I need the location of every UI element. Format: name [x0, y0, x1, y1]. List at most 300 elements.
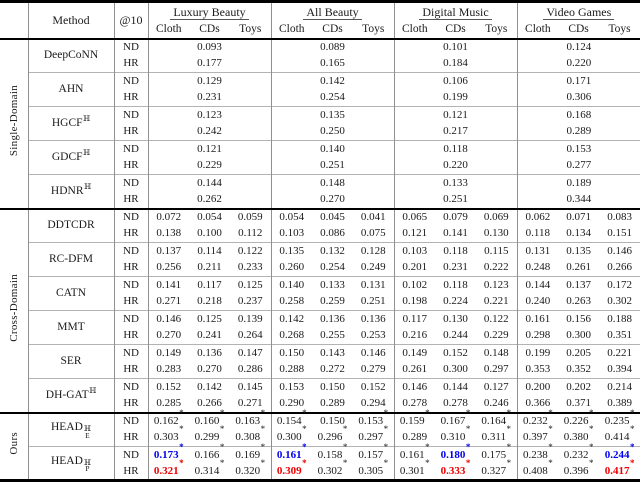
- value-cell: 0.226*: [563, 407, 594, 427]
- metric-value: 0.408: [522, 464, 548, 477]
- value-cell: [353, 226, 394, 243]
- metric-value: 0.256: [156, 261, 182, 274]
- value-cell: [189, 311, 230, 328]
- value-cell: [435, 209, 476, 226]
- metric-value: 0.072: [156, 211, 182, 223]
- value-cell: [148, 39, 271, 56]
- value-cell: [230, 277, 271, 294]
- method-superscript: ℍ: [83, 114, 91, 124]
- subcol-header: Toys: [239, 23, 262, 35]
- metric-value: 0.270: [320, 193, 345, 205]
- value-cell: [148, 56, 271, 73]
- metric-label: ND: [114, 413, 148, 430]
- value-cell: [271, 379, 312, 396]
- metric-value: 0.152: [156, 380, 182, 393]
- metric-value: 0.160: [194, 415, 220, 427]
- value-cell: [476, 260, 517, 277]
- method-name-text: DeepCoNN: [43, 49, 99, 62]
- value-cell: [476, 226, 517, 243]
- metric-label: ND: [114, 447, 148, 464]
- metric-value: 0.144: [197, 176, 222, 189]
- metric-label: ND: [114, 175, 148, 192]
- method-name-text: DH-GAT: [45, 388, 89, 401]
- metric-value: 0.220: [566, 57, 592, 70]
- metric-value: 0.133: [320, 278, 345, 291]
- metric-value: 0.158: [317, 448, 343, 461]
- metric-value: 0.244: [604, 448, 630, 461]
- metric-value: 0.083: [607, 211, 632, 223]
- value-cell: [271, 277, 312, 294]
- metric-value: 0.302: [317, 464, 343, 477]
- metric-value: 0.327: [481, 464, 507, 477]
- value-cell: [271, 141, 394, 158]
- value-cell: [435, 311, 476, 328]
- metric-value: 0.380: [563, 431, 589, 444]
- metric-value: 0.142: [320, 74, 345, 87]
- metric-label: HR: [114, 260, 148, 277]
- section-label-text: Single-Domain: [7, 85, 20, 157]
- metric-value: 0.353: [525, 363, 551, 376]
- metric-value: 0.144: [525, 278, 551, 291]
- metric-value: 0.308: [235, 431, 261, 444]
- value-cell: [148, 209, 189, 226]
- metric-value: 0.320: [235, 464, 261, 477]
- value-cell: [558, 277, 599, 294]
- metric-value: 0.297: [358, 431, 384, 444]
- value-cell: [148, 226, 189, 243]
- value-cell: [312, 362, 353, 379]
- metric-value: 0.314: [194, 464, 220, 477]
- value-cell: [435, 328, 476, 345]
- method-name-text: MMT: [57, 321, 85, 333]
- metric-value: 0.214: [607, 380, 632, 393]
- method-column-header: Method: [28, 2, 114, 39]
- metric-value: 0.041: [360, 211, 386, 223]
- metric-value: 0.261: [566, 261, 591, 274]
- metric-value: 0.352: [566, 363, 591, 376]
- value-cell: [435, 277, 476, 294]
- method-sup-sub: [83, 457, 92, 473]
- metric-value: 0.153: [279, 380, 305, 393]
- metric-value: 0.226: [563, 415, 589, 427]
- metric-label: HR: [114, 158, 148, 175]
- table-header: [0, 2, 640, 39]
- metric-value: 0.254: [320, 91, 345, 104]
- value-cell: [476, 209, 517, 226]
- table-row: [0, 345, 640, 362]
- value-cell: 0.160*: [194, 407, 225, 427]
- metric-value: 0.103: [279, 227, 305, 240]
- metric-value: 0.157: [358, 448, 384, 461]
- metric-value: 0.300: [443, 363, 468, 376]
- metric-value: 0.152: [360, 380, 386, 393]
- metric-value: 0.136: [320, 312, 345, 325]
- metric-value: 0.261: [402, 363, 428, 376]
- metric-value: 0.251: [360, 295, 386, 308]
- method-name: [28, 141, 114, 175]
- value-cell: [312, 345, 353, 362]
- metric-value: 0.306: [566, 91, 592, 104]
- method-name-text: HGCF: [51, 117, 83, 129]
- value-cell: 0.238*: [517, 447, 558, 464]
- value-cell: [517, 362, 558, 379]
- metric-value: 0.259: [320, 295, 345, 308]
- metric-column-header: @10: [114, 2, 148, 39]
- value-cell: [148, 277, 189, 294]
- method-name: [28, 379, 114, 413]
- value-cell: [599, 243, 640, 260]
- metric-value: 0.125: [197, 312, 222, 325]
- value-cell: [517, 56, 640, 73]
- metric-value: 0.297: [483, 363, 509, 376]
- metric-label: HR: [114, 226, 148, 243]
- value-cell: [148, 328, 189, 345]
- method-name-text: GDCF: [51, 151, 83, 163]
- value-cell: [599, 328, 640, 345]
- value-cell: [148, 243, 189, 260]
- value-cell: 0.320*: [235, 457, 266, 477]
- metric-value: 0.189: [566, 176, 592, 189]
- metric-value: 0.130: [483, 227, 509, 240]
- value-cell: 0.310*: [440, 424, 471, 444]
- metric-value: 0.296: [317, 431, 343, 444]
- value-cell: 0.164*: [481, 407, 512, 427]
- metric-value: 0.148: [320, 176, 345, 189]
- method-name-text: SER: [60, 355, 82, 367]
- metric-value: 0.069: [483, 211, 509, 223]
- value-cell: [353, 277, 394, 294]
- metric-value: 0.200: [525, 380, 551, 393]
- method-name: [28, 107, 114, 141]
- metric-value: 0.130: [443, 312, 468, 325]
- value-cell: [189, 277, 230, 294]
- method-name: [28, 243, 114, 277]
- metric-value: 0.148: [483, 346, 509, 359]
- metric-value: 0.258: [279, 295, 305, 308]
- metric-value: 0.302: [607, 295, 632, 308]
- metric-value: 0.255: [320, 329, 345, 342]
- value-cell: [476, 379, 517, 396]
- metric-value: 0.289: [320, 397, 345, 409]
- metric-value: 0.169: [235, 448, 261, 461]
- value-cell: [394, 362, 435, 379]
- metric-value: 0.161: [276, 448, 302, 461]
- metric-value: 0.129: [197, 74, 222, 87]
- value-cell: [517, 243, 558, 260]
- metric-value: 0.149: [156, 346, 182, 359]
- value-cell: 0.300*: [271, 430, 312, 447]
- value-cell: [599, 294, 640, 311]
- metric-value: 0.167: [440, 415, 466, 427]
- group-header: [148, 2, 271, 22]
- metric-label: ND: [114, 209, 148, 226]
- metric-value: 0.231: [443, 261, 468, 274]
- metric-label: ND: [114, 243, 148, 260]
- metric-value: 0.140: [320, 142, 345, 155]
- section-label-text: Ours: [7, 432, 20, 456]
- value-cell: [599, 345, 640, 362]
- value-cell: [148, 260, 189, 277]
- value-cell: [517, 345, 558, 362]
- value-cell: [517, 294, 558, 311]
- value-cell: [517, 90, 640, 107]
- table-row: [0, 39, 640, 56]
- value-cell: [230, 328, 271, 345]
- value-cell: [312, 396, 353, 413]
- metric-value: 0.150: [320, 415, 345, 427]
- metric-value: 0.093: [197, 41, 222, 53]
- metric-value: 0.121: [443, 108, 468, 121]
- metric-value: 0.101: [443, 41, 468, 53]
- metric-value: 0.164: [481, 415, 507, 427]
- value-cell: [189, 226, 230, 243]
- value-cell: [271, 192, 394, 209]
- value-cell: [558, 328, 599, 345]
- metric-value: 0.394: [607, 363, 632, 376]
- metric-value: 0.166: [194, 448, 220, 461]
- metric-value: 0.300: [276, 431, 302, 444]
- metric-label: ND: [114, 39, 148, 56]
- value-cell: [558, 345, 599, 362]
- value-cell: [230, 311, 271, 328]
- value-cell: [353, 260, 394, 277]
- value-cell: [558, 362, 599, 379]
- metric-value: 0.311: [481, 431, 506, 444]
- value-cell: [394, 209, 435, 226]
- metric-value: 0.298: [525, 329, 551, 342]
- metric-value: 0.417: [604, 464, 630, 477]
- method-name-text: AHN: [58, 83, 84, 95]
- method-name: [28, 345, 114, 379]
- table-row: [0, 107, 640, 124]
- metric-value: 0.131: [525, 244, 551, 257]
- table-row: [0, 379, 640, 396]
- value-cell: [394, 73, 517, 90]
- method-name-text: RC-DFM: [48, 253, 94, 265]
- metric-value: 0.114: [197, 244, 222, 257]
- value-cell: [558, 209, 599, 226]
- metric-value: 0.201: [402, 261, 428, 274]
- metric-value: 0.146: [402, 380, 428, 393]
- value-cell: [394, 90, 517, 107]
- value-cell: [517, 192, 640, 209]
- value-cell: [599, 311, 640, 328]
- metric-value: 0.118: [443, 278, 468, 291]
- value-cell: 0.309*: [271, 464, 312, 481]
- value-cell: [558, 226, 599, 243]
- value-cell: [394, 124, 517, 141]
- metric-value: 0.103: [402, 244, 428, 257]
- subcol-header: Toys: [485, 23, 508, 35]
- metric-value: 0.054: [279, 211, 305, 223]
- method-subscript: E: [85, 430, 90, 440]
- value-cell: [599, 260, 640, 277]
- metric-value: 0.266: [197, 397, 222, 409]
- value-cell: [517, 379, 558, 396]
- value-cell: [599, 226, 640, 243]
- metric-value: 0.333: [440, 464, 466, 477]
- value-cell: [271, 260, 312, 277]
- value-cell: [517, 328, 558, 345]
- value-cell: [394, 243, 435, 260]
- metric-value: 0.229: [197, 159, 222, 172]
- value-cell: [148, 175, 271, 192]
- method-superscript: ℍ: [83, 148, 91, 158]
- value-cell: 0.154*: [271, 413, 312, 430]
- metric-value: 0.271: [237, 397, 263, 409]
- metric-value: 0.270: [156, 329, 182, 342]
- value-cell: [230, 362, 271, 379]
- metric-label: ND: [114, 73, 148, 90]
- value-cell: [312, 328, 353, 345]
- value-cell: [435, 379, 476, 396]
- method-subscript: P: [85, 464, 90, 473]
- value-cell: 0.180*: [435, 447, 476, 464]
- value-cell: [312, 277, 353, 294]
- metric-value: 0.260: [279, 261, 305, 274]
- metric-value: 0.238: [522, 448, 548, 461]
- table-row: [0, 311, 640, 328]
- value-cell: [312, 294, 353, 311]
- value-cell: [476, 345, 517, 362]
- method-name: [28, 209, 114, 243]
- metric-value: 0.270: [197, 363, 222, 376]
- value-cell: 0.157*: [353, 447, 394, 464]
- metric-value: 0.305: [358, 464, 384, 477]
- value-cell: [312, 379, 353, 396]
- value-cell: [476, 328, 517, 345]
- metric-value: 0.118: [525, 227, 550, 240]
- value-cell: [353, 379, 394, 396]
- subcol-header: Cloth: [517, 22, 558, 39]
- value-cell: [271, 243, 312, 260]
- value-cell: [148, 107, 271, 124]
- metric-label: HR: [114, 56, 148, 73]
- value-cell: [230, 379, 271, 396]
- table-row: [0, 175, 640, 192]
- metric-value: 0.146: [607, 244, 632, 257]
- group-header: [517, 2, 640, 22]
- value-cell: 0.163*: [235, 407, 266, 427]
- metric-value: 0.216: [402, 329, 428, 342]
- method-sup-sub: [84, 426, 91, 439]
- value-cell: [148, 362, 189, 379]
- metric-value: 0.127: [483, 380, 509, 393]
- metric-value: 0.232: [563, 448, 589, 461]
- value-cell: [353, 294, 394, 311]
- value-cell: 0.299*: [194, 424, 225, 444]
- value-cell: [271, 311, 312, 328]
- metric-value: 0.150: [279, 346, 305, 359]
- table-row: [0, 277, 640, 294]
- metric-value: 0.163: [235, 415, 261, 427]
- metric-value: 0.117: [197, 278, 222, 291]
- value-cell: [517, 158, 640, 175]
- value-cell: [271, 328, 312, 345]
- metric-value: 0.389: [607, 397, 632, 409]
- group-header: [394, 2, 517, 22]
- section-single-domain: [0, 39, 640, 209]
- metric-value: 0.300: [566, 329, 591, 342]
- table-row: [0, 447, 640, 464]
- method-name-text: CATN: [55, 287, 87, 299]
- metric-value: 0.139: [237, 312, 263, 325]
- metric-value: 0.283: [156, 363, 182, 376]
- metric-value: 0.218: [197, 295, 222, 308]
- metric-value: 0.220: [443, 159, 468, 172]
- value-cell: [435, 345, 476, 362]
- value-cell: [517, 277, 558, 294]
- value-cell: 0.396*: [563, 457, 594, 477]
- value-cell: [558, 294, 599, 311]
- metric-value: 0.137: [156, 244, 182, 257]
- metric-value: 0.264: [237, 329, 263, 342]
- value-cell: [435, 243, 476, 260]
- value-cell: [230, 226, 271, 243]
- group-header-label: Luxury Beauty: [170, 5, 248, 20]
- value-cell: 0.173*: [148, 447, 189, 464]
- value-cell: 0.169*: [230, 447, 271, 464]
- value-cell: [517, 141, 640, 158]
- metric-value: 0.089: [320, 41, 345, 53]
- value-cell: [271, 107, 394, 124]
- value-cell: [271, 226, 312, 243]
- value-cell: [394, 328, 435, 345]
- metric-value: 0.151: [607, 227, 632, 240]
- group-header-label: Digital Music: [419, 5, 491, 20]
- value-cell: [476, 243, 517, 260]
- metric-value: 0.321: [153, 464, 179, 477]
- metric-value: 0.117: [402, 312, 427, 325]
- value-cell: 0.417*: [604, 457, 635, 477]
- subcol-header: CDs: [445, 23, 466, 35]
- value-cell: [558, 311, 599, 328]
- metric-value: 0.141: [443, 227, 468, 240]
- metric-value: 0.248: [525, 261, 551, 274]
- metric-value: 0.231: [197, 91, 222, 104]
- metric-value: 0.271: [156, 295, 182, 308]
- value-cell: [435, 260, 476, 277]
- method-superscript: ℍ: [83, 424, 92, 434]
- value-cell: [148, 311, 189, 328]
- metric-value: 0.371: [566, 397, 591, 409]
- group-header-label: All Beauty: [303, 5, 361, 20]
- metric-value: 0.288: [279, 363, 305, 376]
- value-cell: [312, 243, 353, 260]
- value-cell: 0.305*: [358, 457, 389, 477]
- group-header: [271, 2, 394, 22]
- metric-value: 0.122: [237, 244, 263, 257]
- value-cell: [476, 311, 517, 328]
- metric-value: 0.172: [607, 278, 632, 291]
- value-cell: 0.297*: [358, 424, 389, 444]
- value-cell: [394, 260, 435, 277]
- metric-value: 0.144: [443, 380, 468, 393]
- metric-value: 0.161: [525, 312, 551, 325]
- metric-value: 0.240: [525, 295, 551, 308]
- metric-value: 0.146: [360, 346, 386, 359]
- metric-value: 0.135: [566, 244, 591, 257]
- metric-value: 0.121: [402, 227, 428, 240]
- metric-value: 0.131: [360, 278, 386, 291]
- value-cell: [312, 311, 353, 328]
- value-cell: [558, 379, 599, 396]
- metric-value: 0.059: [237, 211, 263, 223]
- metric-value: 0.125: [237, 278, 263, 291]
- value-cell: [353, 345, 394, 362]
- value-cell: [599, 277, 640, 294]
- metric-value: 0.242: [197, 125, 222, 138]
